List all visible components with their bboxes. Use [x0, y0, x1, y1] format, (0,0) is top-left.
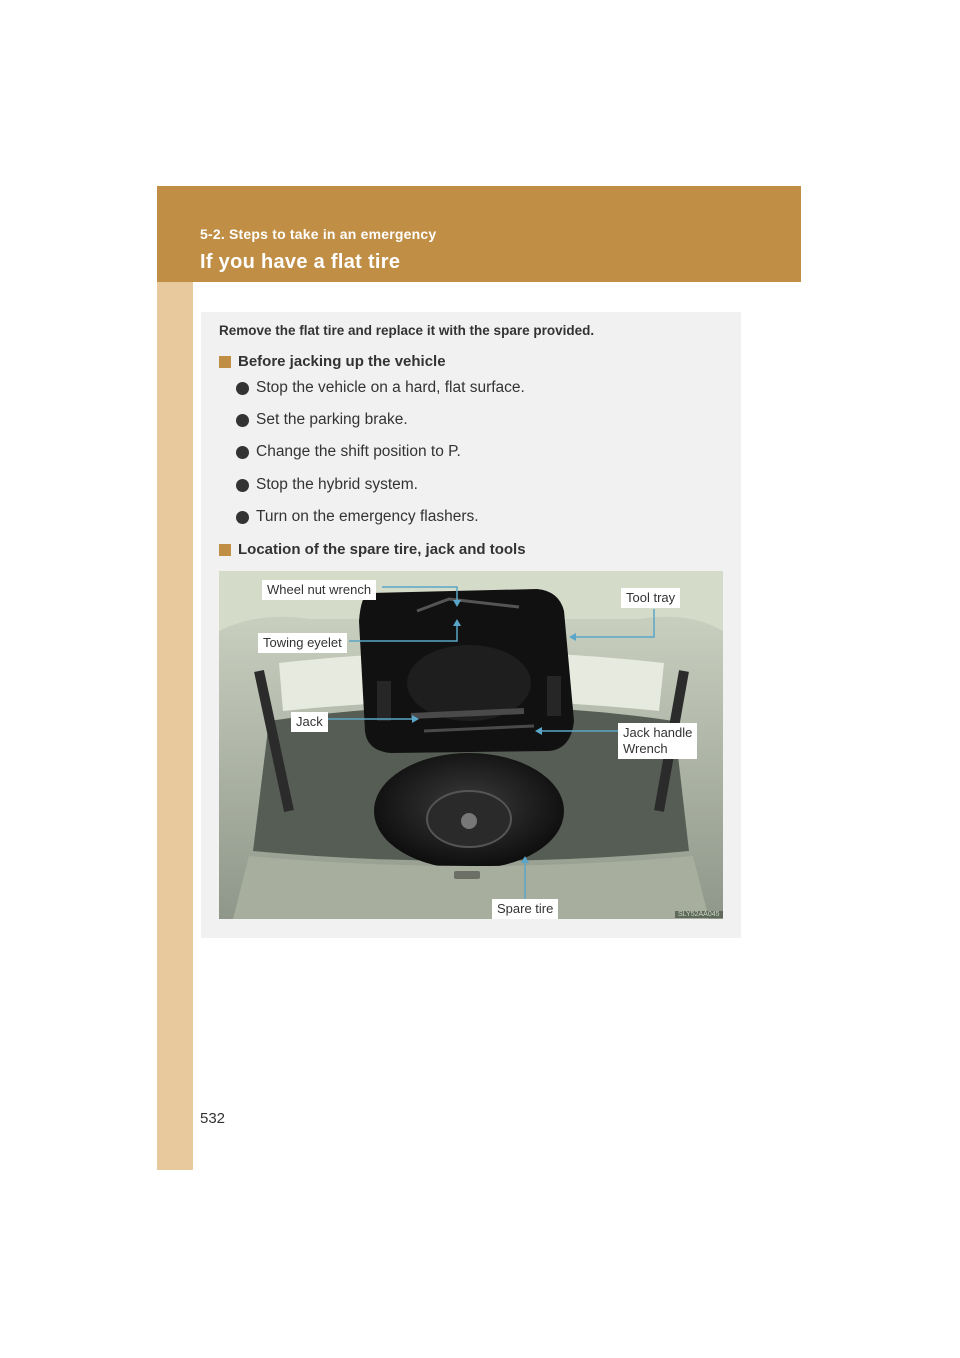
list-item-text: Change the shift position to P.: [256, 443, 461, 460]
subhead-location: [219, 541, 526, 558]
list-item-text: Set the parking brake.: [256, 411, 408, 428]
list-item: [236, 508, 479, 526]
page-number: 532: [200, 1110, 226, 1127]
subhead-location-label: Location of the spare tire, jack and tools: [238, 541, 526, 558]
bullet-dot-icon: [236, 511, 249, 524]
tray-slot-left: [377, 681, 391, 721]
subhead-jacking: [219, 353, 446, 370]
callout-wrench: Wrench: [623, 741, 668, 756]
callout-jack-handle-wrench: [618, 723, 697, 759]
square-bullet-icon: [219, 544, 231, 556]
callout-spare-tire: Spare tire: [492, 899, 558, 919]
bullet-dot-icon: [236, 382, 249, 395]
callout-towing-eyelet: Towing eyelet: [258, 633, 347, 653]
square-bullet-icon: [219, 356, 231, 368]
bullet-dot-icon: [236, 446, 249, 459]
illustration-code: SLY52AA045: [675, 911, 723, 918]
callout-jack: Jack: [291, 712, 328, 732]
wheel-center: [461, 813, 477, 829]
intro-text: Remove the flat tire and replace it with the spare provided.: [219, 323, 595, 338]
callout-wheel-nut-wrench: Wheel nut wrench: [262, 580, 376, 600]
tray-slot-right: [547, 676, 561, 716]
subhead-jacking-label: Before jacking up the vehicle: [238, 353, 446, 370]
list-item: [236, 411, 408, 429]
callout-tool-tray: Tool tray: [621, 588, 680, 608]
list-item-text: Stop the hybrid system.: [256, 476, 418, 493]
page-title: If you have a flat tire: [200, 251, 401, 273]
side-strip: [157, 186, 193, 1170]
bullet-dot-icon: [236, 479, 249, 492]
list-item: [236, 443, 461, 461]
callout-jack-handle: Jack handle: [623, 725, 693, 740]
list-item-text: Turn on the emergency flashers.: [256, 508, 479, 525]
latch: [454, 871, 480, 879]
bullet-dot-icon: [236, 414, 249, 427]
section-label: 5-2. Steps to take in an emergency: [200, 226, 437, 242]
list-item: [236, 476, 418, 494]
list-item-text: Stop the vehicle on a hard, flat surface.: [256, 379, 525, 396]
list-item: [236, 379, 525, 397]
